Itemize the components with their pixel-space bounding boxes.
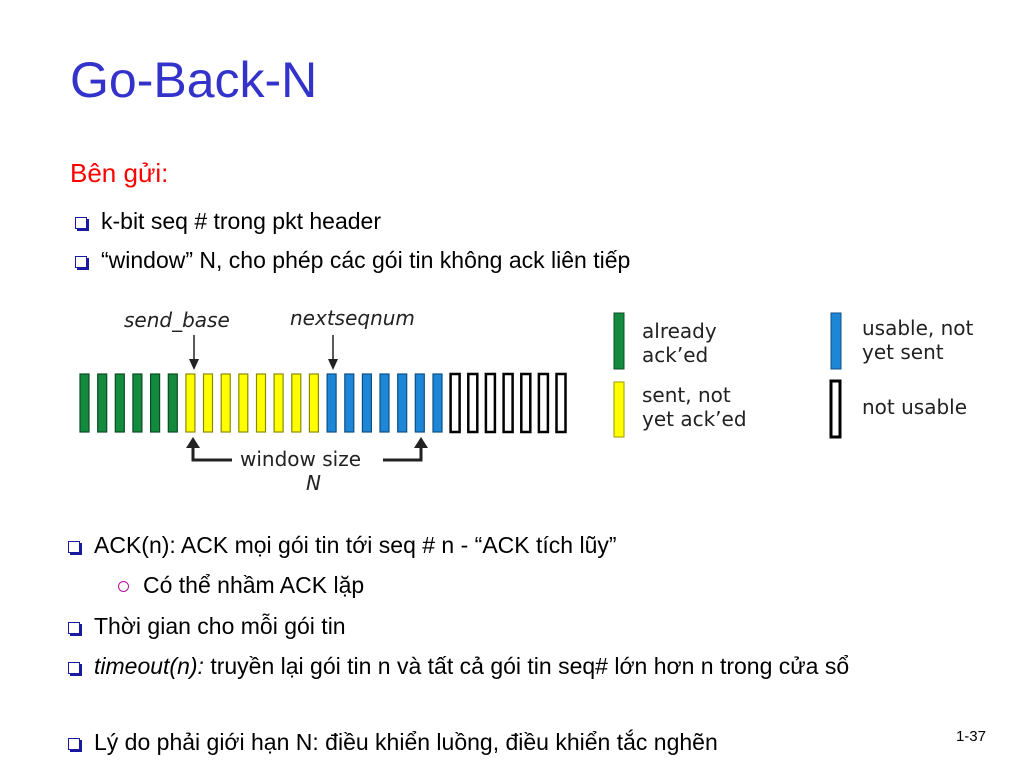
slot-not-usable <box>451 374 460 432</box>
slot-acked <box>168 374 177 432</box>
slot-acked <box>133 374 142 432</box>
slide-title: Go-Back-N <box>70 52 318 108</box>
bullet-text: “window” N, cho phép các gói tin không ack liên tiếp <box>101 247 631 273</box>
bullet-text: ACK(n): ACK mọi gói tin tới seq # n - “ACK tích lũy” <box>94 532 617 558</box>
slot-sent <box>186 374 195 432</box>
slot-not-usable <box>521 374 530 432</box>
sequence-slots <box>80 374 566 432</box>
circle-bullet-icon <box>118 581 129 592</box>
slot-acked <box>151 374 160 432</box>
send-base-label: send_base <box>124 308 230 332</box>
slot-usable <box>415 374 424 432</box>
slot-sent <box>239 374 248 432</box>
slot-sent <box>204 374 213 432</box>
sender-heading: Bên gửi: <box>70 158 169 188</box>
bullet-timeout <box>68 653 948 681</box>
window-left-arrow-icon <box>186 437 200 448</box>
slot-not-usable <box>539 374 548 432</box>
legend-acked-line1: already <box>642 319 717 343</box>
slot-acked <box>115 374 124 432</box>
slot-usable <box>362 374 371 432</box>
legend-sent-line2: yet ack’ed <box>642 407 747 431</box>
legend-acked-swatch <box>614 313 624 369</box>
bullet-text: Lý do phải giới hạn N: điều khiển luồng, điều khiển tắc nghẽn <box>94 729 718 755</box>
timeout-term: timeout(n): <box>94 653 204 679</box>
timeout-description: truyền lại gói tin n và tất cả gói tin seq# lớn hơn n trong cửa sổ <box>203 653 850 679</box>
slot-sent <box>309 374 318 432</box>
square-bullet-icon <box>68 622 80 634</box>
slot-sent <box>292 374 301 432</box>
square-bullet-icon <box>68 662 80 674</box>
slot-acked <box>80 374 89 432</box>
slot-usable <box>345 374 354 432</box>
slot-not-usable <box>504 374 513 432</box>
window-n-label: N <box>306 471 321 495</box>
slot-acked <box>98 374 107 432</box>
legend-usable-line2: yet sent <box>862 340 944 364</box>
sub-bullet-duplicate-ack <box>118 572 364 600</box>
legend-usable-swatch <box>831 313 841 369</box>
slot-usable <box>398 374 407 432</box>
square-bullet-icon <box>68 738 80 750</box>
slot-usable <box>380 374 389 432</box>
bullet-text: Có thể nhầm ACK lặp <box>143 572 365 598</box>
slot-not-usable <box>486 374 495 432</box>
bullet-ack <box>68 532 617 560</box>
legend-not-usable-swatch <box>831 381 840 437</box>
slot-sent <box>274 374 283 432</box>
square-bullet-icon <box>68 541 80 553</box>
bullet-reason <box>68 729 718 757</box>
legend <box>614 313 974 437</box>
bullet-timer <box>68 613 346 641</box>
window-right-arrow-icon <box>414 437 428 448</box>
page-number: 1-37 <box>955 728 986 745</box>
slot-usable <box>433 374 442 432</box>
nextseqnum-label: nextseqnum <box>290 306 415 330</box>
slot-usable <box>327 374 336 432</box>
legend-usable-line1: usable, not <box>862 316 974 340</box>
slot-sent <box>257 374 266 432</box>
bullet-text: k-bit seq # trong pkt header <box>101 208 381 234</box>
window-size-label: window size <box>240 447 362 471</box>
slot-not-usable <box>468 374 477 432</box>
bullet-text: Thời gian cho mỗi gói tin <box>94 613 346 639</box>
nextseqnum-arrow-icon <box>328 335 338 370</box>
slot-sent <box>221 374 230 432</box>
bullet-text <box>94 653 849 681</box>
legend-sent-swatch <box>614 382 624 437</box>
slot-not-usable <box>557 374 566 432</box>
legend-sent-line1: sent, not <box>642 383 731 407</box>
legend-not-usable-line1: not usable <box>862 395 968 419</box>
legend-acked-line2: ack’ed <box>642 343 709 367</box>
send-base-arrow-icon <box>189 335 199 370</box>
